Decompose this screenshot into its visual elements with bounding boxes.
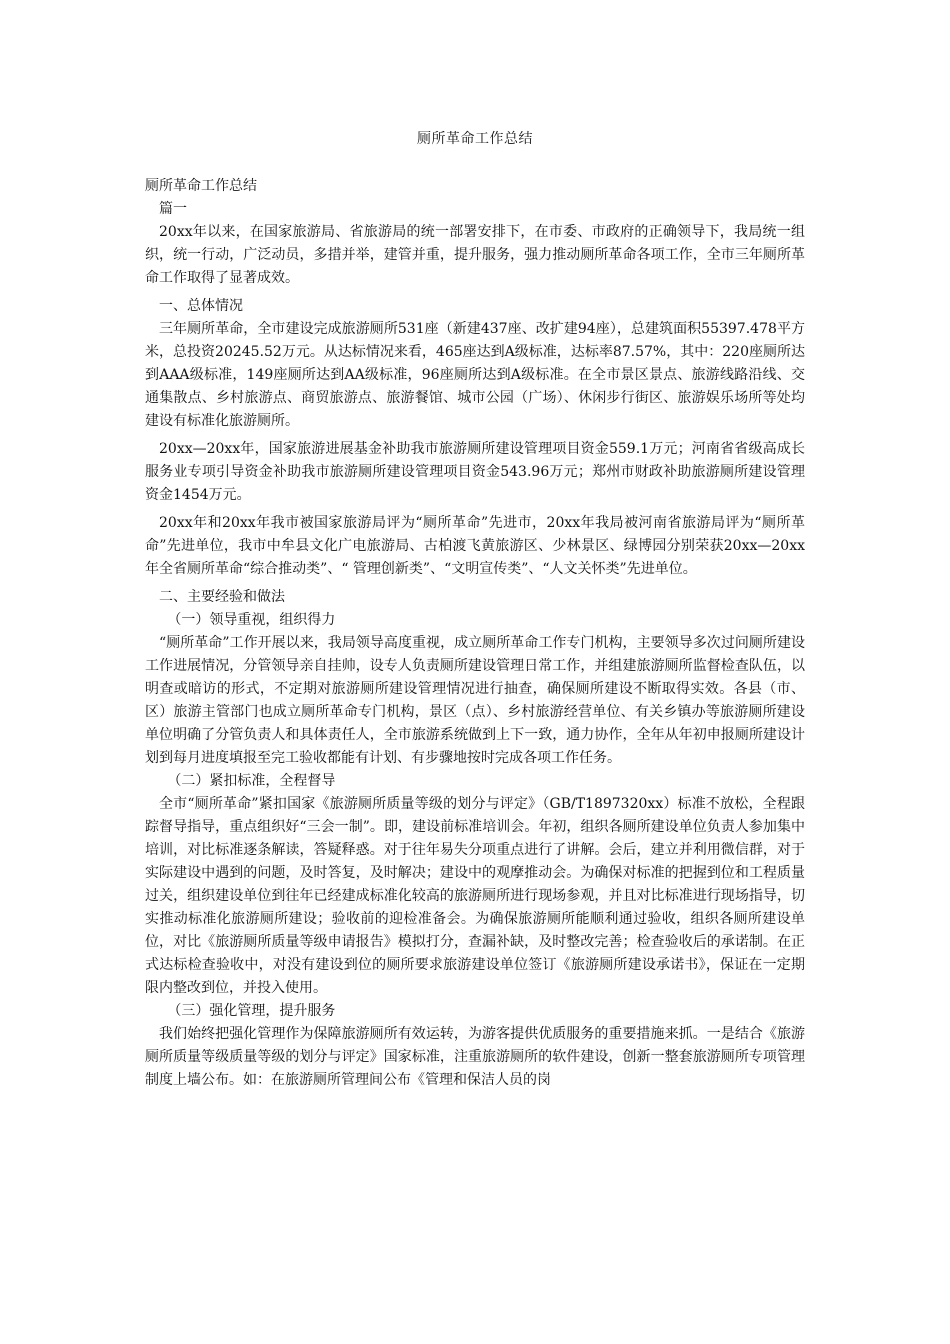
body-paragraph: 二、主要经验和做法	[159, 589, 285, 605]
body-paragraph: （三）强化管理，提升服务	[167, 1003, 336, 1019]
body-paragraph: 三年厕所革命，全市建设完成旅游厕所531座（新建437座、改扩建94座），总建筑面积55397.478平方米，总投资20245.52万元。从达标情况来看，465座达到A级标准，达标率87.57%，其中：220座厕所达到AAA级标准，149座厕所达到AA级标准，96座厕所达到A级标准。在全市景区景点、旅游线路沿线、交通集散点、乡村旅游点、商贸旅游点、旅游餐馆、城市公园（广场）、休闲步行街区、旅游娱乐场所等处均建设有标准化旅游厕所。	[145, 321, 805, 429]
document-body	[145, 175, 805, 1092]
body-paragraph: 我们始终把强化管理作为保障旅游厕所有效运转，为游客提供优质服务的重要措施来抓。一是结合《旅游厕所质量等级质量等级的划分与评定》国家标准，注重旅游厕所的软件建设，创新一整套旅游厕所专项管理制度上墙公布。如：在旅游厕所管理间公布《管理和保洁人员的岗	[145, 1026, 805, 1088]
document-subtitle: 厕所革命工作总结	[145, 178, 257, 194]
body-paragraph: 20xx—20xx年，国家旅游进展基金补助我市旅游厕所建设管理项目资金559.1万元；河南省省级高成长服务业专项引导资金补助我市旅游厕所建设管理项目资金543.96万元；郑州市财政补助旅游厕所建设管理资金1454万元。	[145, 441, 805, 503]
body-paragraph: 全市“厕所革命”紧扣国家《旅游厕所质量等级的划分与评定》（GB/T1897320xx）标准不放松，全程跟踪督导指导，重点组织好“三会一制”。即，建设前标准培训会。年初，组织各厕所建设单位负责人参加集中培训，对比标准逐条解读，答疑释惑。对于往年易失分项重点进行了讲解。会后，建立并利用微信群，对于实际建设中遇到的问题，及时答复，及时解决；建设中的观摩推动会。为确保对标准的把握到位和工程质量过关，组织建设单位到往年已经建成标准化较高的旅游厕所进行现场参观，并且对比标准进行现场指导，切实推动标准化旅游厕所建设；验收前的迎检准备会。为确保旅游厕所能顺利通过验收，组织各厕所建设单位，对比《旅游厕所质量等级申请报告》模拟打分，查漏补缺，及时整改完善；检查验收后的承诺制。在正式达标检查验收中，对没有建设到位的厕所要求旅游建设单位签订《旅游厕所建设承诺书》，保证在一定期限内整改到位，并投入使用。	[145, 796, 805, 996]
body-paragraph: 20xx年和20xx年我市被国家旅游局评为“厕所革命”先进市，20xx年我局被河南省旅游局评为“厕所革命”先进单位，我市中牟县文化广电旅游局、古柏渡飞黄旅游区、少林景区、绿博园分别荣获20xx—20xx年全省厕所革命“综合推动类”、“ 管理创新类”、“文明宣传类”、“人文关怀类”先进单位。	[145, 515, 805, 577]
body-paragraph: （二）紧扣标准，全程督导	[167, 773, 336, 789]
body-paragraph: （一）领导重视，组织得力	[167, 612, 336, 628]
body-paragraph: 20xx年以来，在国家旅游局、省旅游局的统一部署安排下，在市委、市政府的正确领导下，我局统一组织，统一行动，广泛动员，多措并举，建管并重，提升服务，强力推动厕所革命各项工作，全市三年厕所革命工作取得了显著成效。	[145, 224, 805, 286]
body-paragraph: 篇一	[159, 201, 187, 217]
document-title: 厕所革命工作总结	[417, 131, 533, 147]
body-paragraph: “厕所革命”工作开展以来，我局领导高度重视，成立厕所革命工作专门机构，主要领导多次过问厕所建设工作进展情况，分管领导亲自挂帅，设专人负责厕所建设管理日常工作，并组建旅游厕所监督检查队伍，以明查或暗访的形式，不定期对旅游厕所建设管理情况进行抽查，确保厕所建设不断取得实效。各县（市、区）旅游主管部门也成立厕所革命专门机构，景区（点）、乡村旅游经营单位、有关乡镇办等旅游厕所建设单位明确了分管负责人和具体责任人，全市旅游系统做到上下一致，通力协作，全年从年初申报厕所建设计划到每月进度填报至完工验收都能有计划、有步骤地按时完成各项工作任务。	[145, 635, 805, 766]
document-page	[145, 0, 805, 1344]
body-paragraph: 一、总体情况	[159, 298, 243, 314]
